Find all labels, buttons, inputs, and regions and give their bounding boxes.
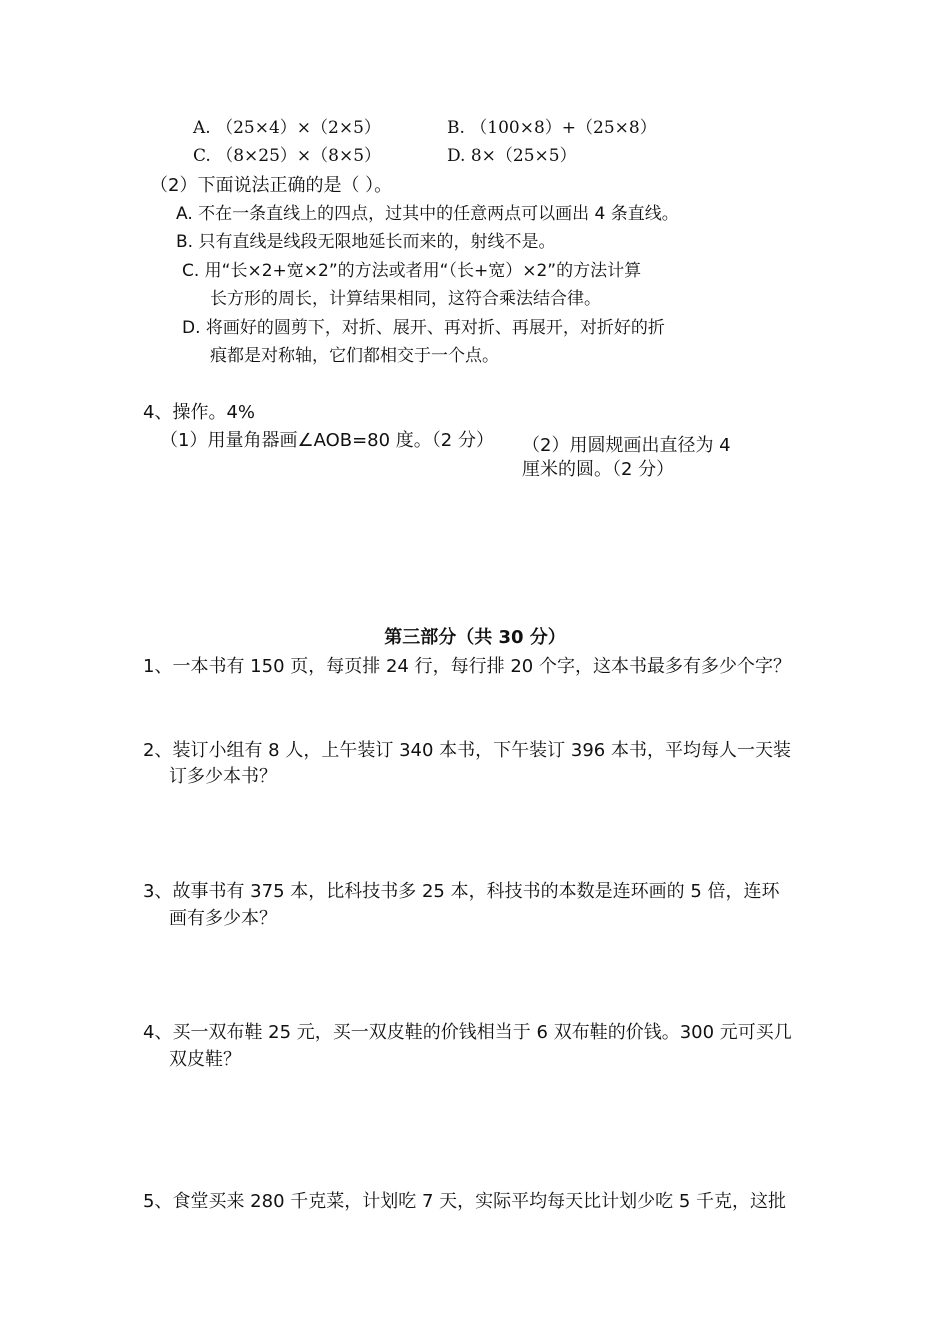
option-c: C. （8×25）×（8×5）	[193, 146, 382, 166]
statement-c-line1: C. 用“长×2+宽×2”的方法或者用“（长+宽）×2”的方法计算	[182, 261, 642, 281]
option-b: B. （100×8）+（25×8）	[447, 118, 657, 138]
problem-4-line2: 双皮鞋？	[169, 1049, 241, 1070]
statement-c-line2: 长方形的周长，计算结果相同，这符合乘法结合律。	[210, 289, 601, 309]
problem-5-line1: 5、食堂买来 280 千克菜，计划吃 7 天，实际平均每天比计划少吃 5 千克，这批	[143, 1191, 787, 1212]
problem-2-line1: 2、装订小组有 8 人，上午装订 340 本书，下午装订 396 本书，平均每人一天装	[143, 740, 791, 761]
statement-d-line2: 痕都是对称轴，它们都相交于一个点。	[210, 346, 499, 366]
question-stem: （2）下面说法正确的是（ ）。	[150, 175, 393, 196]
option-d: D. 8×（25×5）	[447, 146, 577, 166]
problem-4-line1: 4、买一双布鞋 25 元，买一双皮鞋的价钱相当于 6 双布鞋的价钱。300 元可买几	[143, 1022, 792, 1043]
section-title: 第三部分（共 30 分）	[384, 627, 566, 648]
task-circle-line2: 厘米的圆。（2 分）	[522, 459, 675, 480]
problem-3-line2: 画有多少本？	[169, 908, 277, 929]
section-heading: 4、操作。4%	[143, 402, 256, 423]
problem-3-line1: 3、故事书有 375 本，比科技书多 25 本，科技书的本数是连环画的 5 倍，连环	[143, 881, 780, 902]
statement-b: B. 只有直线是线段无限地延长而来的，射线不是。	[176, 232, 556, 252]
task-angle: （1）用量角器画∠AOB=80 度。（2 分）	[160, 430, 494, 451]
problem-1: 1、一本书有 150 页，每页排 24 行，每行排 20 个字，这本书最多有多少个字？	[143, 656, 791, 677]
statement-d-line1: D. 将画好的圆剪下，对折、展开、再对折、再展开，对折好的折	[182, 318, 665, 338]
problem-2-line2: 订多少本书？	[169, 766, 277, 787]
task-circle-line1: （2）用圆规画出直径为 4	[522, 435, 731, 456]
option-a: A. （25×4）×（2×5）	[193, 118, 381, 138]
statement-a: A. 不在一条直线上的四点，过其中的任意两点可以画出 4 条直线。	[176, 204, 679, 224]
